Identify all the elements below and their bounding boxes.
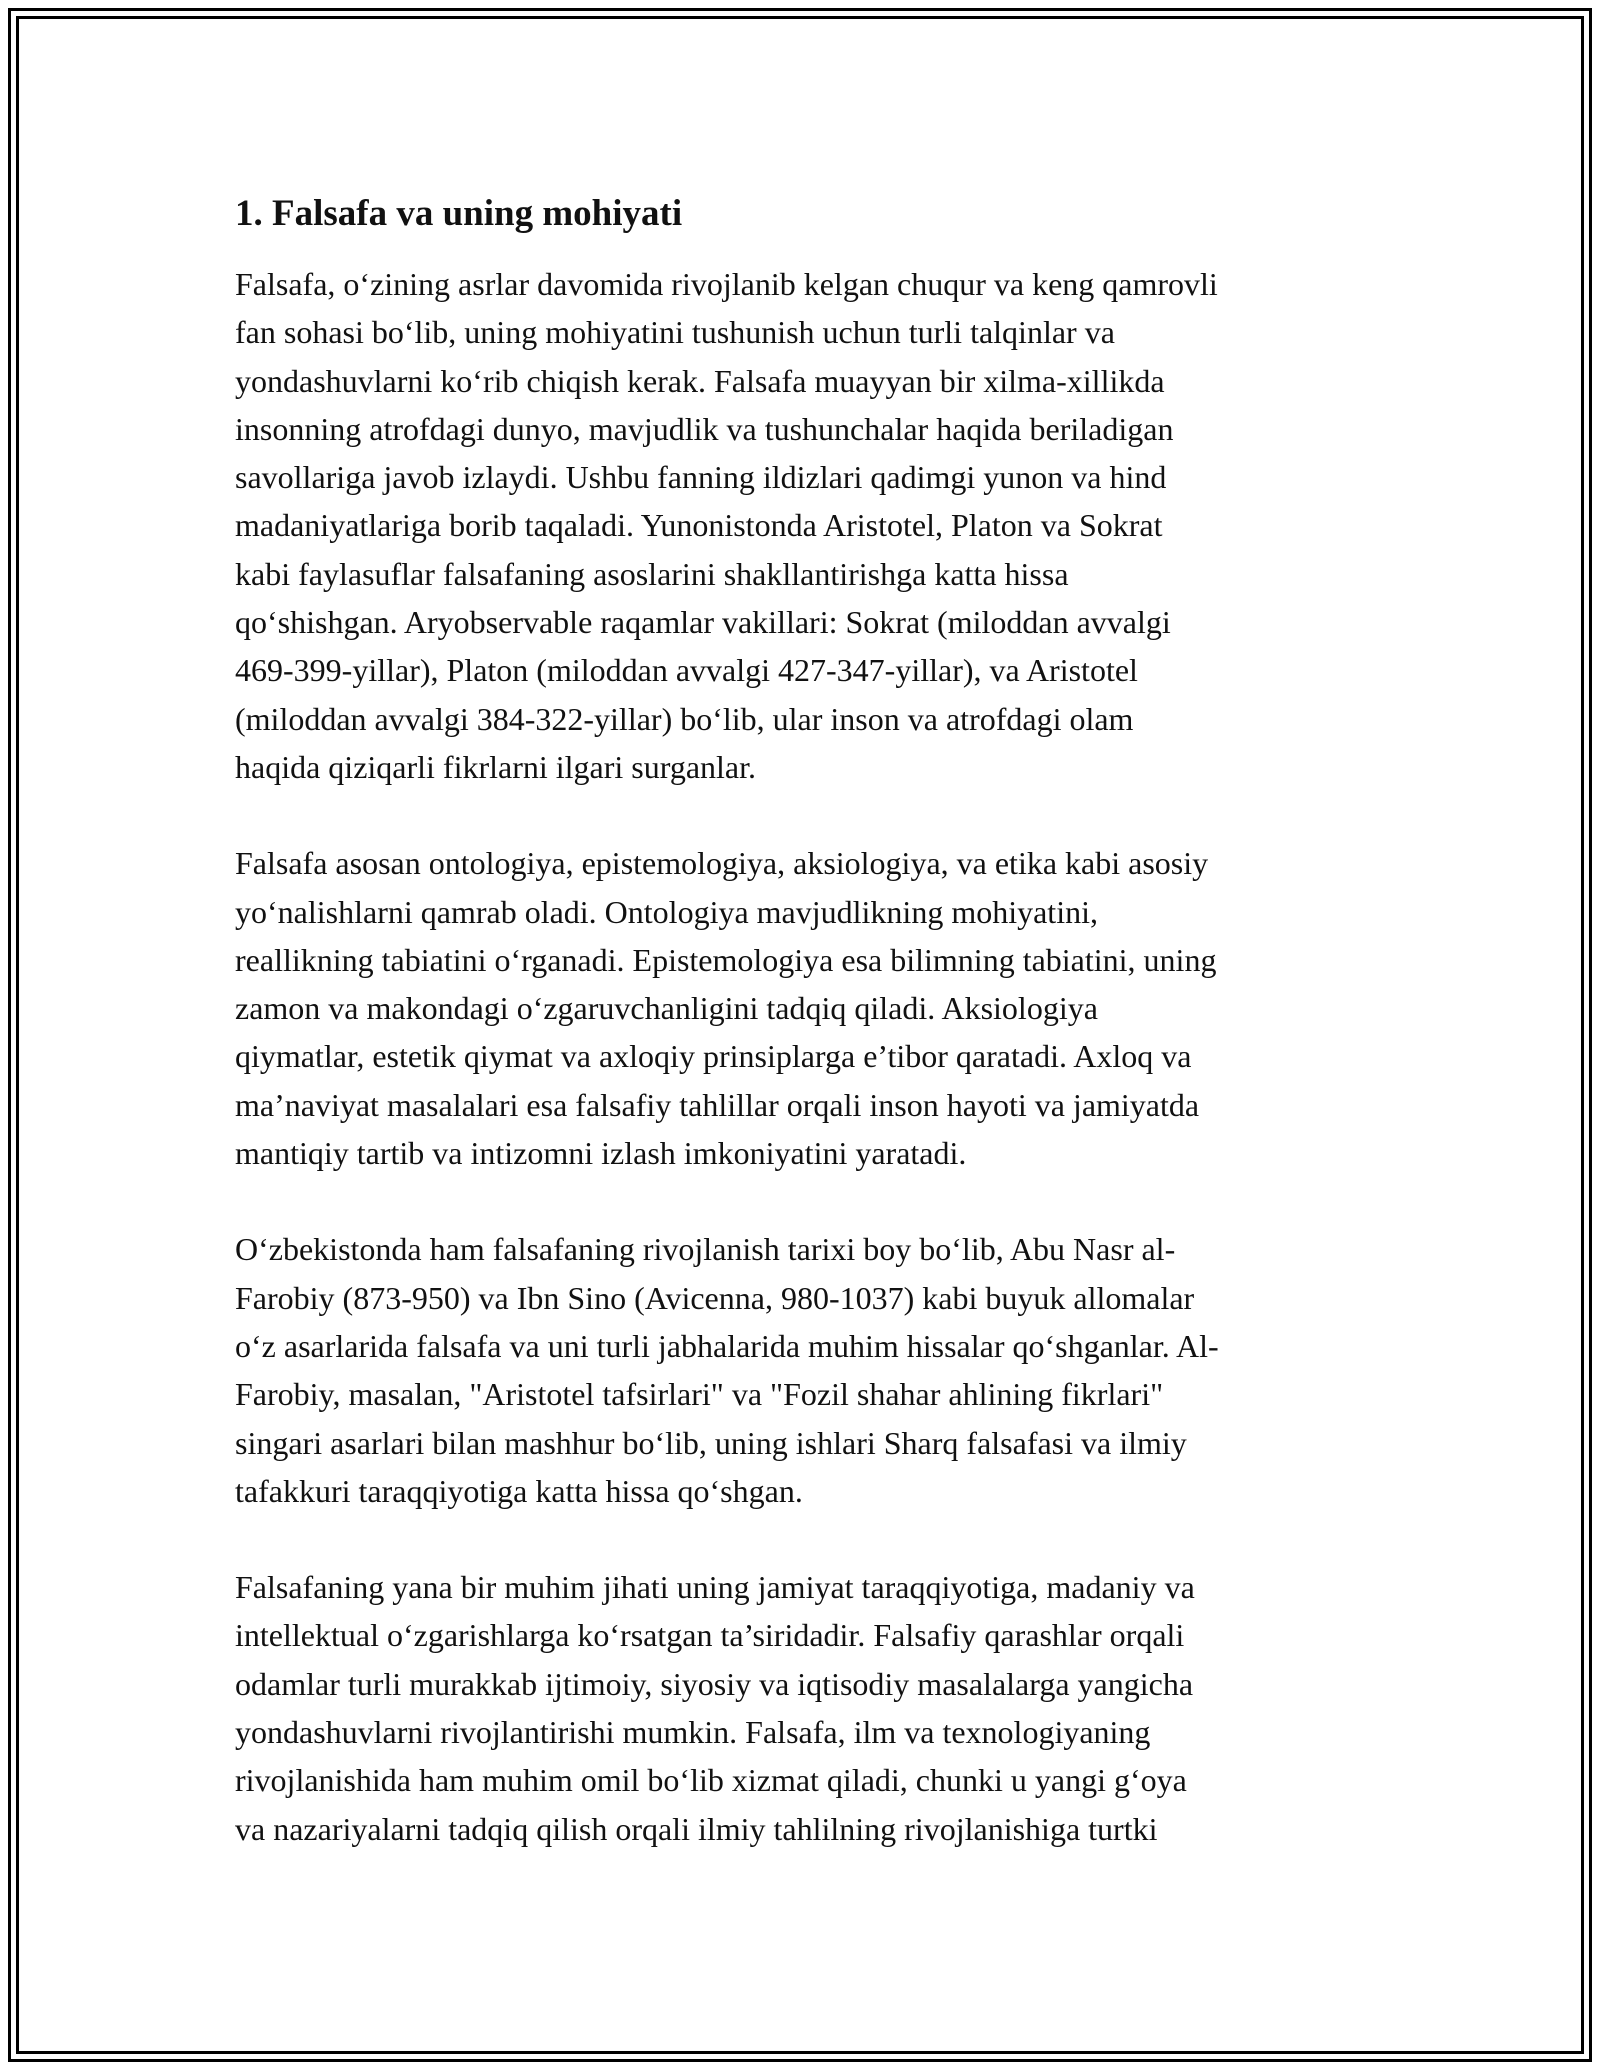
paragraph-line: ma’naviyat masalalari esa falsafiy tahlillar orqali inson hayoti va jamiyatda	[235, 1086, 1200, 1123]
paragraph-line: o‘z asarlarida falsafa va uni turli jabhalarida muhim hissalar qo‘shganlar. Al-	[235, 1327, 1219, 1364]
paragraph-line: yondashuvlarni ko‘rib chiqish kerak. Falsafa muayyan bir xilma-xillikda	[235, 362, 1165, 399]
section-heading: 1. Falsafa va uning mohiyati	[235, 193, 683, 234]
paragraph-line: Falsafa asosan ontologiya, epistemologiya, aksiologiya, va etika kabi asosiy	[235, 845, 1209, 882]
paragraph-line: Farobiy, masalan, "Aristotel tafsirlari" va "Fozil shahar ahlining fikrlari"	[235, 1376, 1164, 1413]
paragraph-line: Falsafa, o‘zining asrlar davomida rivojlanib kelgan chuqur va keng qamrovli	[235, 266, 1218, 302]
paragraph-3	[235, 1225, 1375, 1515]
paragraph-2	[235, 839, 1375, 1177]
paragraph-line: savollariga javob izlaydi. Ushbu fanning ildizlari qadimgi yunon va hind	[235, 459, 1167, 496]
paragraph-line: haqida qiziqarli fikrlarni ilgari surganlar.	[235, 748, 757, 785]
paragraph-line: O‘zbekistonda ham falsafaning rivojlanish tarixi boy bo‘lib, Abu Nasr al-	[235, 1231, 1176, 1268]
paragraph-line: odamlar turli murakkab ijtimoiy, siyosiy va iqtisodiy masalalarga yangicha	[235, 1665, 1194, 1702]
paragraph-line: qiymatlar, estetik qiymat va axloqiy prinsiplarga e’tibor qaratadi. Axloq va	[235, 1038, 1192, 1075]
document-body	[235, 190, 1375, 1901]
paragraphs-container	[235, 260, 1375, 1853]
paragraph-line: yo‘nalishlarni qamrab oladi. Ontologiya mavjudlikning mohiyatini,	[235, 893, 1098, 930]
paragraph-line: 469-399-yillar), Platon (miloddan avvalgi 427-347-yillar), va Aristotel	[235, 652, 1138, 689]
paragraph-line: yondashuvlarni rivojlantirishi mumkin. Falsafa, ilm va texnologiyaning	[235, 1714, 1151, 1751]
paragraph-line: tafakkuri taraqqiyotiga katta hissa qo‘shgan.	[235, 1472, 803, 1509]
paragraph-line: intellektual o‘zgarishlarga ko‘rsatgan ta’siridadir. Falsafiy qarashlar orqali	[235, 1617, 1185, 1654]
paragraph-line: singari asarlari bilan mashhur bo‘lib, uning ishlari Sharq falsafasi va ilmiy	[235, 1424, 1187, 1461]
paragraph-line: kabi faylasuflar falsafaning asoslarini shakllantirishga katta hissa	[235, 555, 1069, 592]
paragraph-line: va nazariyalarni tadqiq qilish orqali ilmiy tahlilning rivojlanishiga turtki	[235, 1810, 1158, 1847]
paragraph-line: insonning atrofdagi dunyo, mavjudlik va tushunchalar haqida beriladigan	[235, 410, 1174, 447]
paragraph-line: Falsafaning yana bir muhim jihati uning jamiyat taraqqiyotiga, madaniy va	[235, 1569, 1195, 1606]
paragraph-line: fan sohasi bo‘lib, uning mohiyatini tushunish uchun turli talqinlar va	[235, 314, 1115, 351]
paragraph-line: zamon va makondagi o‘zgaruvchanligini tadqiq qiladi. Aksiologiya	[235, 990, 1098, 1027]
paragraph-line: qo‘shishgan. Aryobservable raqamlar vakillari: Sokrat (miloddan avvalgi	[235, 604, 1171, 641]
paragraph-line: rivojlanishida ham muhim omil bo‘lib xizmat qiladi, chunki u yangi g‘oya	[235, 1762, 1187, 1799]
paragraph-1	[235, 260, 1375, 791]
paragraph-line: mantiqiy tartib va intizomni izlash imkoniyatini yaratadi.	[235, 1135, 967, 1172]
paragraph-line: (miloddan avvalgi 384-322-yillar) bo‘lib, ular inson va atrofdagi olam	[235, 700, 1134, 737]
paragraph-line: Farobiy (873-950) va Ibn Sino (Avicenna, 980-1037) kabi buyuk allomalar	[235, 1279, 1195, 1316]
paragraph-4	[235, 1563, 1375, 1853]
paragraph-line: madaniyatlariga borib taqaladi. Yunonistonda Aristotel, Platon va Sokrat	[235, 507, 1163, 544]
paragraph-line: reallikning tabiatini o‘rganadi. Epistemologiya esa bilimning tabiatini, uning	[235, 941, 1217, 978]
